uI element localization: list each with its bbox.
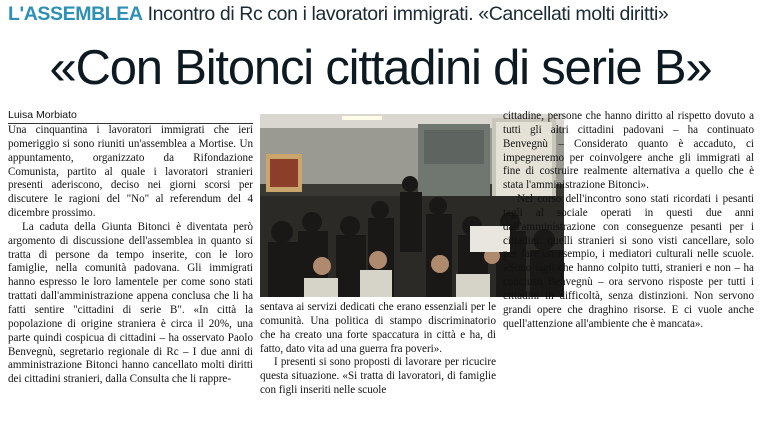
- paragraph: sentava ai servizi dedicati che erano essenziali per le comunità. Una politica di stampo discriminatorio che ha creato una forte spaccatura in città e ha, di fatto, dato vita ad una guerra fra poveri».: [260, 301, 496, 355]
- article-column-1: [8, 124, 253, 387]
- article-column-2: [260, 301, 496, 398]
- paragraph: cittadine, persone che hanno diritto al rispetto dovuto a tutti gli altri cittadini padovani – ha continuato Benvegnù – Considerato quanto è accaduto, ci impegneremo per coinvolgere anche gli immigrati al fine di costruire realmente alternativa a quello che è stata l'amministrazione Bitonci».: [503, 110, 754, 192]
- headline: «Con Bitonci cittadini di serie B»: [49, 41, 712, 95]
- paragraph: I presenti si sono proposti di lavorare per ricucire questa situazione. «Si tratta di lavoratori, di famiglie con figli inseriti nelle scuole: [260, 356, 496, 397]
- section-kicker: [8, 3, 668, 26]
- paragraph: La caduta della Giunta Bitonci è diventata però argomento di discussione dell'assemblea in quanto si tratta di persone da tempo inserite, con le loro famiglie, nella comunità padovana. Gli immigrati hanno espresso le loro lamentele per come sono stati trattati dall'amministrazione appena conclusa che li ha fatti sentire "cittadini di serie B". «In città la popolazione di origine straniera è circa il 20%, una parte quindi cospicua di cittadini – ha osservato Paolo Benvegnù, segretario regionale di Rc – I due anni di amministrazione Bitonci hanno cancellato molti diritti dei cittadini stranieri, dalla Consulta che li rappre-: [8, 220, 253, 386]
- section-tag: L'ASSEMBLEA: [8, 3, 143, 25]
- paragraph: Una cinquantina i lavoratori immigrati che ieri pomeriggio si sono riuniti un'assemblea a Mortise. Un appuntamento, organizzato da Rifondazione Comunista, partito al quale i lavoratori stranieri presenti aderiscono, deciso nei giorni scorsi per discutere le ragioni del "No" al referendum del 4 dicembre prossimo.: [8, 124, 253, 220]
- byline: Luisa Morbiato: [8, 109, 253, 124]
- subheadline: Incontro di Rc con i lavoratori immigrati. «Cancellati molti diritti»: [147, 3, 669, 25]
- paragraph: Nel corso dell'incontro sono stati ricordati i pesanti tagli al sociale operati in questi due anni dall'amministrazione con conseguenze pesanti per i cittadini: quelli stranieri si sono visti cancellare, solo per fare un esempio, i mediatori culturali nelle scuole. «Sono tagli che hanno colpito tutti, stranieri e non – ha concluso Benvegnù – ora servono risposte per tutti i cittadini in difficoltà, senza distinzioni. Non servono grandi opere che draghino risorse. E ci vuole anche quell'attenzione all'ambiente che è mancata».: [503, 193, 754, 330]
- article-column-3: [503, 110, 754, 332]
